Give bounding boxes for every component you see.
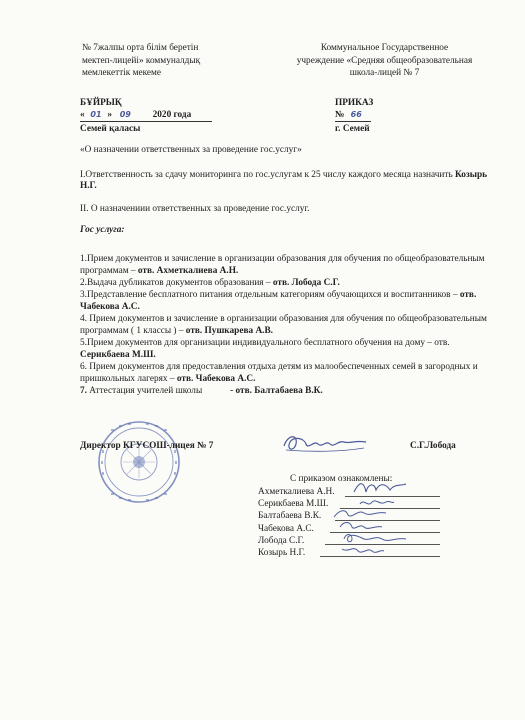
header-right-line-3: школа-лицей № 7	[349, 68, 420, 78]
service-item-3	[80, 289, 500, 313]
director-signature	[280, 430, 370, 456]
order-date	[80, 110, 212, 122]
director-label: Директор КГУСОШ-лицея № 7	[80, 441, 214, 451]
number-sign: №	[335, 110, 345, 120]
service-3-resp: отв. Чабекова А.С.	[80, 290, 477, 312]
acquainted-name-5: Лобода С.Г.	[258, 535, 305, 546]
service-4-resp: отв. Пушкарева А.В.	[185, 326, 274, 336]
city-ru: г. Семей	[335, 124, 370, 134]
paragraph-1-text: І.Ответственность за сдачу мониторинга по гос.услугам к 25 числу каждого месяца назначить	[80, 170, 456, 180]
header-right-line-1: Коммунальное Государственное	[320, 43, 449, 53]
acquainted-name-6: Козырь Н.Г.	[258, 548, 306, 559]
service-3-text: 3.Представление бесплатного питания отдельным категориям обучающихся и воспитанников –	[80, 290, 460, 300]
service-1-resp: отв. Ахметкалиева А.Н.	[137, 266, 239, 276]
service-7-num: 7.	[80, 386, 87, 396]
service-item-2	[80, 277, 500, 289]
gos-heading: Гос услуга:	[80, 225, 125, 235]
order-subject: «О назначении ответственных за проведение гос.услуг»	[80, 145, 302, 155]
paragraph-1-name: Козырь Н.Г.	[80, 170, 488, 192]
service-1-text: 1.Прием документов и зачисление в организации образования для обучения по общеобразовательным программам –	[80, 254, 485, 276]
order-number	[335, 110, 371, 122]
order-number-value: 66	[350, 110, 362, 119]
service-item-6	[80, 361, 500, 385]
service-6-text: 6. Прием документов для предоставления отдыха детям из малообеспеченных семей в загородных и пришкольных лагерях –	[80, 362, 478, 384]
city-kz: Семей қаласы	[80, 124, 141, 134]
date-year: 2020 года	[152, 110, 192, 120]
header-left-line-1: № 7жалпы орта білім беретін	[82, 43, 199, 53]
header-right-line-2: учреждение «Средняя общеобразовательная	[296, 55, 473, 66]
acquainted-name-4: Чабекова А.С.	[258, 523, 314, 534]
date-open-quote: «	[80, 110, 85, 120]
header-left-line-3: мемлекеттік мекеме	[82, 68, 162, 78]
paragraph-1	[80, 170, 500, 192]
service-7-resp: - отв. Балтабаева В.К.	[230, 386, 323, 396]
acquainted-heading: С приказом ознакомлены:	[290, 474, 393, 484]
service-2-resp: отв. Лобода С.Г.	[272, 278, 340, 288]
signature-6	[338, 543, 388, 557]
service-5-resp: Серикбаева М.Ш.	[80, 350, 156, 360]
service-7-text: Аттестация учителей школы	[86, 386, 231, 396]
acquainted-name-1: Ахметкалиева А.Н.	[258, 487, 335, 497]
services-list	[80, 253, 500, 397]
seal-stamp	[97, 420, 181, 504]
acquainted-name-2: Серикбаева М.Ш.	[258, 499, 329, 510]
service-item-5	[80, 337, 500, 361]
header-left-line-2: мектеп-лицейі» коммуналдық	[82, 55, 201, 66]
service-item-1	[80, 253, 500, 277]
acquainted-list	[258, 486, 335, 559]
signature-1	[350, 478, 410, 498]
order-title-ru: ПРИКАЗ	[335, 98, 374, 108]
service-6-resp: отв. Чабекова А.С.	[176, 374, 256, 384]
service-4-text: 4. Прием документов и зачисление в организации образования для обучения по общеобразовательным программам ( 1 классы ) –	[80, 314, 487, 336]
paragraph-2: ІІ. О назначениии ответственных за проведение гос.услуг.	[80, 204, 310, 214]
service-item-7	[80, 385, 500, 397]
service-item-4	[80, 313, 500, 337]
order-title-kz: БҰЙРЫҚ	[80, 98, 122, 108]
date-close-quote: »	[107, 110, 112, 120]
service-5-text: 5.Прием документов для организации индивидуального бесплатного обучения на дому – отв.	[80, 338, 450, 348]
header-russian	[282, 42, 487, 80]
service-2-text: 2.Выдача дубликатов документов образования –	[80, 278, 273, 288]
header-kazakh	[82, 42, 272, 80]
date-month: 09	[119, 110, 131, 119]
director-name: С.Г.Лобода	[410, 441, 456, 451]
date-day: 01	[90, 110, 102, 119]
acquainted-name-3: Балтабаева В.К.	[258, 511, 322, 522]
